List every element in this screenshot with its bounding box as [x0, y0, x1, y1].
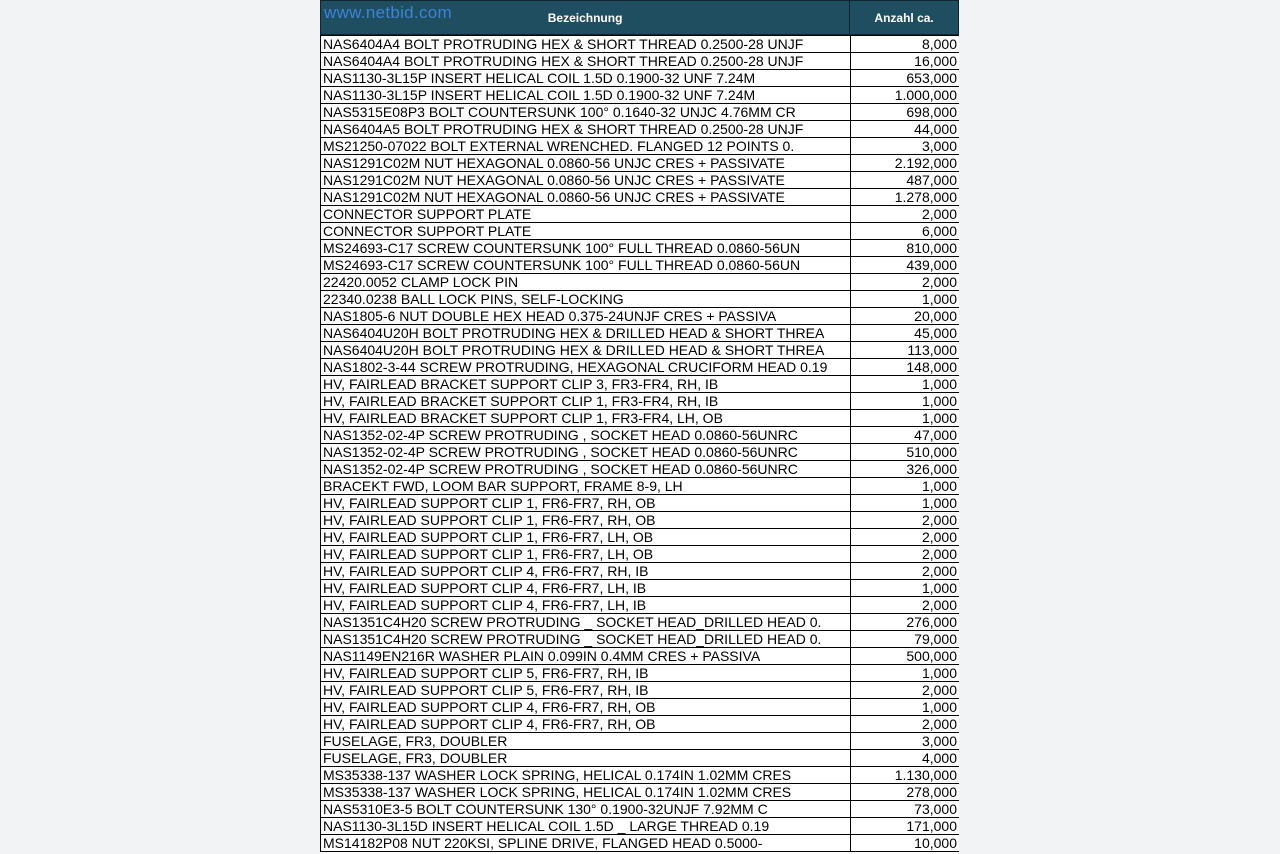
table-row	[321, 580, 960, 597]
table-row	[321, 784, 960, 801]
table-row	[321, 172, 960, 189]
cell-description[interactable]: NAS1130-3L15D INSERT HELICAL COIL 1.5D _ LARGE THREAD 0.19	[321, 818, 851, 835]
table-row	[321, 512, 960, 529]
table-row	[321, 325, 960, 342]
cell-description[interactable]: FUSELAGE, FR3, DOUBLER	[321, 733, 851, 750]
table-row	[321, 767, 960, 784]
cell-quantity[interactable]: 47,000	[851, 427, 960, 444]
cell-description[interactable]: NAS1130-3L15P INSERT HELICAL COIL 1.5D 0.1900-32 UNF 7.24M	[321, 87, 851, 104]
cell-quantity[interactable]: 148,000	[851, 359, 960, 376]
table-row	[321, 138, 960, 155]
cell-description[interactable]: CONNECTOR SUPPORT PLATE	[321, 206, 851, 223]
cell-quantity[interactable]: 1,000	[851, 495, 960, 512]
cell-quantity[interactable]: 3,000	[851, 138, 960, 155]
cell-description[interactable]: 22340.0238 BALL LOCK PINS, SELF-LOCKING	[321, 291, 851, 308]
spreadsheet-sheet	[320, 0, 959, 854]
table-row	[321, 631, 960, 648]
cell-description[interactable]: NAS1149EN216R WASHER PLAIN 0.099IN 0.4MM CRES + PASSIVA	[321, 648, 851, 665]
header-description: Bezeichnung	[321, 1, 850, 34]
table-row	[321, 53, 960, 70]
cell-description[interactable]: MS35338-137 WASHER LOCK SPRING, HELICAL 0.174IN 1.02MM CRES	[321, 784, 851, 801]
table-row	[321, 597, 960, 614]
table-row	[321, 716, 960, 733]
table-row	[321, 461, 960, 478]
cell-description[interactable]: NAS6404A4 BOLT PROTRUDING HEX & SHORT THREAD 0.2500-28 UNJF	[321, 36, 851, 53]
cell-quantity[interactable]: 73,000	[851, 801, 960, 818]
cell-description[interactable]: HV, FAIRLEAD SUPPORT CLIP 4, FR6-FR7, RH, IB	[321, 563, 851, 580]
cell-quantity[interactable]: 1,000	[851, 580, 960, 597]
cell-quantity[interactable]: 2,000	[851, 716, 960, 733]
cell-quantity[interactable]: 276,000	[851, 614, 960, 631]
cell-quantity[interactable]: 1,000	[851, 665, 960, 682]
cell-description[interactable]: NAS6404A4 BOLT PROTRUDING HEX & SHORT THREAD 0.2500-28 UNJF	[321, 53, 851, 70]
table-row	[321, 478, 960, 495]
table-row	[321, 682, 960, 699]
table-row	[321, 36, 960, 53]
cell-quantity[interactable]: 171,000	[851, 818, 960, 835]
items-table-body	[321, 36, 960, 852]
table-row	[321, 614, 960, 631]
cell-description[interactable]: MS14182P08 NUT 220KSI, SPLINE DRIVE, FLANGED HEAD 0.5000-	[321, 835, 851, 852]
cell-description[interactable]: HV, FAIRLEAD SUPPORT CLIP 5, FR6-FR7, RH, IB	[321, 665, 851, 682]
cell-quantity[interactable]: 278,000	[851, 784, 960, 801]
cell-quantity[interactable]: 1.278,000	[851, 189, 960, 206]
table-row	[321, 155, 960, 172]
cell-description[interactable]: NAS5310E3-5 BOLT COUNTERSUNK 130° 0.1900-32UNJF 7.92MM C	[321, 801, 851, 818]
cell-description[interactable]: NAS1352-02-4P SCREW PROTRUDING , SOCKET HEAD 0.0860-56UNRC	[321, 461, 851, 478]
table-row	[321, 104, 960, 121]
cell-description[interactable]: MS21250-07022 BOLT EXTERNAL WRENCHED. FLANGED 12 POINTS 0.	[321, 138, 851, 155]
cell-description[interactable]: HV, FAIRLEAD SUPPORT CLIP 1, FR6-FR7, RH, OB	[321, 512, 851, 529]
cell-description[interactable]: HV, FAIRLEAD SUPPORT CLIP 4, FR6-FR7, LH, IB	[321, 580, 851, 597]
table-row	[321, 274, 960, 291]
cell-quantity[interactable]: 2,000	[851, 274, 960, 291]
cell-description[interactable]: NAS6404A5 BOLT PROTRUDING HEX & SHORT THREAD 0.2500-28 UNJF	[321, 121, 851, 138]
cell-description[interactable]: NAS5315E08P3 BOLT COUNTERSUNK 100° 0.1640-32 UNJC 4.76MM CR	[321, 104, 851, 121]
table-row	[321, 291, 960, 308]
table-row	[321, 308, 960, 325]
table-row	[321, 410, 960, 427]
cell-description[interactable]: HV, FAIRLEAD SUPPORT CLIP 1, FR6-FR7, LH, OB	[321, 529, 851, 546]
table-row	[321, 257, 960, 274]
cell-description[interactable]: NAS1805-6 NUT DOUBLE HEX HEAD 0.375-24UNJF CRES + PASSIVA	[321, 308, 851, 325]
cell-description[interactable]: NAS1802-3-44 SCREW PROTRUDING, HEXAGONAL CRUCIFORM HEAD 0.19	[321, 359, 851, 376]
cell-quantity[interactable]: 1,000	[851, 393, 960, 410]
cell-quantity[interactable]: 810,000	[851, 240, 960, 257]
items-table	[320, 35, 959, 852]
cell-description[interactable]: NAS6404U20H BOLT PROTRUDING HEX & DRILLED HEAD & SHORT THREA	[321, 325, 851, 342]
cell-description[interactable]: HV, FAIRLEAD SUPPORT CLIP 4, FR6-FR7, RH, OB	[321, 699, 851, 716]
table-row	[321, 359, 960, 376]
table-row	[321, 87, 960, 104]
cell-description[interactable]: HV, FAIRLEAD SUPPORT CLIP 5, FR6-FR7, RH, IB	[321, 682, 851, 699]
cell-quantity[interactable]: 2,000	[851, 206, 960, 223]
cell-quantity[interactable]: 1,000	[851, 699, 960, 716]
cell-description[interactable]: HV, FAIRLEAD BRACKET SUPPORT CLIP 1, FR3-FR4, RH, IB	[321, 393, 851, 410]
cell-description[interactable]: NAS1130-3L15P INSERT HELICAL COIL 1.5D 0.1900-32 UNF 7.24M	[321, 70, 851, 87]
table-row	[321, 495, 960, 512]
cell-description[interactable]: NAS6404U20H BOLT PROTRUDING HEX & DRILLED HEAD & SHORT THREA	[321, 342, 851, 359]
table-row	[321, 223, 960, 240]
cell-quantity[interactable]: 326,000	[851, 461, 960, 478]
watermark-text: www.netbid.com	[324, 3, 452, 22]
table-row	[321, 342, 960, 359]
cell-quantity[interactable]: 2,000	[851, 563, 960, 580]
cell-description[interactable]: NAS1352-02-4P SCREW PROTRUDING , SOCKET HEAD 0.0860-56UNRC	[321, 427, 851, 444]
cell-description[interactable]: HV, FAIRLEAD BRACKET SUPPORT CLIP 1, FR3-FR4, LH, OB	[321, 410, 851, 427]
cell-quantity[interactable]: 510,000	[851, 444, 960, 461]
table-row	[321, 665, 960, 682]
cell-description[interactable]: NAS1291C02M NUT HEXAGONAL 0.0860-56 UNJC CRES + PASSIVATE	[321, 189, 851, 206]
cell-quantity[interactable]: 653,000	[851, 70, 960, 87]
cell-quantity[interactable]: 487,000	[851, 172, 960, 189]
cell-quantity[interactable]: 1,000	[851, 291, 960, 308]
table-row	[321, 70, 960, 87]
cell-description[interactable]: MS24693-C17 SCREW COUNTERSUNK 100° FULL THREAD 0.0860-56UN	[321, 257, 851, 274]
table-row	[321, 189, 960, 206]
cell-description[interactable]: MS35338-137 WASHER LOCK SPRING, HELICAL 0.174IN 1.02MM CRES	[321, 767, 851, 784]
table-row	[321, 648, 960, 665]
cell-quantity[interactable]: 698,000	[851, 104, 960, 121]
table-row	[321, 393, 960, 410]
table-row	[321, 750, 960, 767]
cell-quantity[interactable]: 3,000	[851, 733, 960, 750]
cell-quantity[interactable]: 2,000	[851, 546, 960, 563]
cell-description[interactable]: CONNECTOR SUPPORT PLATE	[321, 223, 851, 240]
cell-quantity[interactable]: 44,000	[851, 121, 960, 138]
table-row	[321, 240, 960, 257]
cell-quantity[interactable]: 79,000	[851, 631, 960, 648]
cell-quantity[interactable]: 1.130,000	[851, 767, 960, 784]
table-row	[321, 546, 960, 563]
cell-quantity[interactable]: 4,000	[851, 750, 960, 767]
cell-quantity[interactable]: 2,000	[851, 512, 960, 529]
cell-description[interactable]: HV, FAIRLEAD BRACKET SUPPORT CLIP 3, FR3-FR4, RH, IB	[321, 376, 851, 393]
table-row	[321, 121, 960, 138]
cell-description[interactable]: NAS1351C4H20 SCREW PROTRUDING _ SOCKET HEAD_DRILLED HEAD 0.	[321, 614, 851, 631]
table-row	[321, 835, 960, 852]
table-row	[321, 818, 960, 835]
cell-quantity[interactable]: 500,000	[851, 648, 960, 665]
table-row	[321, 444, 960, 461]
table-row	[321, 376, 960, 393]
cell-description[interactable]: 22420.0052 CLAMP LOCK PIN	[321, 274, 851, 291]
table-row	[321, 563, 960, 580]
cell-quantity[interactable]: 1,000	[851, 410, 960, 427]
cell-description[interactable]: HV, FAIRLEAD SUPPORT CLIP 1, FR6-FR7, RH, OB	[321, 495, 851, 512]
cell-description[interactable]: HV, FAIRLEAD SUPPORT CLIP 4, FR6-FR7, RH, OB	[321, 716, 851, 733]
cell-description[interactable]: HV, FAIRLEAD SUPPORT CLIP 1, FR6-FR7, LH, OB	[321, 546, 851, 563]
cell-quantity[interactable]: 1,000	[851, 478, 960, 495]
header-quantity: Anzahl ca.	[874, 10, 934, 25]
table-row	[321, 529, 960, 546]
cell-description[interactable]: NAS1351C4H20 SCREW PROTRUDING _ SOCKET HEAD_DRILLED HEAD 0.	[321, 631, 851, 648]
table-row	[321, 427, 960, 444]
cell-quantity[interactable]: 2.192,000	[851, 155, 960, 172]
cell-quantity[interactable]: 2,000	[851, 682, 960, 699]
cell-description[interactable]: MS24693-C17 SCREW COUNTERSUNK 100° FULL THREAD 0.0860-56UN	[321, 240, 851, 257]
cell-quantity[interactable]: 8,000	[851, 36, 960, 53]
cell-description[interactable]: NAS1291C02M NUT HEXAGONAL 0.0860-56 UNJC CRES + PASSIVATE	[321, 172, 851, 189]
cell-description[interactable]: FUSELAGE, FR3, DOUBLER	[321, 750, 851, 767]
cell-quantity[interactable]: 20,000	[851, 308, 960, 325]
cell-quantity[interactable]: 6,000	[851, 223, 960, 240]
cell-description[interactable]: HV, FAIRLEAD SUPPORT CLIP 4, FR6-FR7, LH, IB	[321, 597, 851, 614]
cell-quantity[interactable]: 16,000	[851, 53, 960, 70]
cell-quantity[interactable]: 45,000	[851, 325, 960, 342]
table-row	[321, 801, 960, 818]
table-row	[321, 733, 960, 750]
cell-quantity[interactable]: 1.000,000	[851, 87, 960, 104]
cell-description[interactable]: NAS1352-02-4P SCREW PROTRUDING , SOCKET HEAD 0.0860-56UNRC	[321, 444, 851, 461]
cell-description[interactable]: BRACEKT FWD, LOOM BAR SUPPORT, FRAME 8-9, LH	[321, 478, 851, 495]
cell-quantity[interactable]: 2,000	[851, 597, 960, 614]
cell-quantity[interactable]: 439,000	[851, 257, 960, 274]
cell-quantity[interactable]: 113,000	[851, 342, 960, 359]
table-row	[321, 699, 960, 716]
cell-description[interactable]: NAS1291C02M NUT HEXAGONAL 0.0860-56 UNJC CRES + PASSIVATE	[321, 155, 851, 172]
cell-quantity[interactable]: 10,000	[851, 835, 960, 852]
cell-quantity[interactable]: 2,000	[851, 529, 960, 546]
table-row	[321, 206, 960, 223]
cell-quantity[interactable]: 1,000	[851, 376, 960, 393]
